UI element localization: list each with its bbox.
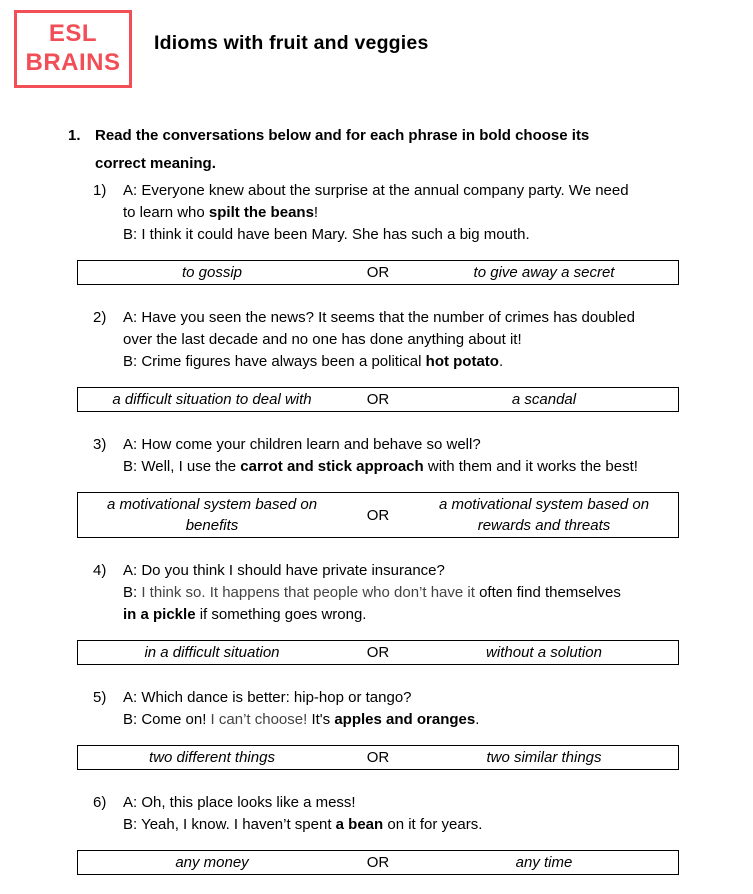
conversation-number: 2) [93,309,107,326]
answer-option-right [410,747,678,768]
answer-option-line: without a solution [486,644,602,661]
dialogue-text: It's [307,711,335,728]
dialogue-text: B: Yeah, I know. I haven’t spent [123,816,336,833]
idiom-bold-text: apples and oranges [334,711,476,728]
conversation-line [123,709,479,731]
conversation-item [93,792,713,836]
idiom-bold-text: in a pickle [123,606,196,623]
answer-option-right [410,642,678,663]
conversation-line [123,792,482,814]
answer-option-right [410,852,678,873]
answer-option-left [78,262,346,283]
answer-option-line: a motivational system based on [106,496,318,513]
or-separator: OR [366,506,390,524]
answer-option-line: to give away a secret [473,264,615,281]
answer-choice-box [77,850,679,875]
idiom-bold-text: spilt the beans [208,204,314,221]
or-separator: OR [366,854,390,871]
answer-option-line: a scandal [511,391,577,408]
dialogue-text: with them and it works the best! [423,458,638,475]
exercise-items [0,180,753,875]
or-separator: OR [366,391,390,408]
answer-option-left [78,389,346,410]
conversation-number: 4) [93,562,107,579]
page-title: Idioms with fruit and veggies [154,32,429,54]
answer-option-line: a difficult situation to deal with [112,391,312,408]
conversation-number: 5) [93,689,107,706]
answer-option-left [78,747,346,768]
answer-option-line: any time [515,854,573,871]
conversation-text [123,434,638,478]
dialogue-text: . [498,353,504,370]
idiom-bold-text: hot potato [425,353,499,370]
dialogue-text: often find themselves [474,584,621,601]
conversation-line [123,202,629,224]
exercise-instruction-text [95,122,589,178]
answer-option-right [410,262,678,283]
answer-option-line: to gossip [181,264,243,281]
dialogue-text: B: Crime figures have always been a political [123,353,426,370]
or-separator: OR [366,749,390,766]
conversation-line [123,307,635,329]
conversation-line [123,456,638,478]
answer-choice-box [77,260,679,285]
dialogue-text: I think so. It happens that people who don’t have it [141,584,475,601]
conversation-text [123,307,635,373]
conversation-number: 6) [93,794,107,811]
dialogue-text: to learn who [123,204,209,221]
conversation-line [123,329,635,351]
page-header [0,0,753,88]
answer-option-right [410,389,678,410]
idiom-bold-text: carrot and stick approach [240,458,424,475]
instruction-line: Read the conversations below and for each phrase in bold choose its [95,127,590,144]
conversation-line [123,180,629,202]
answer-option-line: in a difficult situation [144,644,280,661]
esl-brains-logo [14,10,132,88]
conversation-line [123,814,482,836]
dialogue-text: on it for years. [383,816,483,833]
dialogue-text: B: I think it could have been Mary. She has such a big mouth. [123,226,530,243]
conversation-item [93,180,713,246]
conversation-line [123,604,621,626]
conversation-line [123,687,479,709]
answer-option-left [78,494,346,536]
or-separator: OR [366,264,390,281]
answer-option-line: any money [175,854,249,871]
answer-option-right [410,494,678,536]
logo-text-line2: BRAINS [25,49,121,76]
dialogue-text: A: Do you think I should have private insurance? [123,562,445,579]
conversation-text [123,560,621,626]
dialogue-text: ! [313,204,319,221]
conversation-number: 1) [93,182,107,199]
conversation-text [123,792,482,836]
conversation-line [123,582,621,604]
answer-choice-box [77,492,679,538]
answer-choice-box [77,387,679,412]
conversation-line [123,434,638,456]
dialogue-text: I can’t choose! [210,711,308,728]
exercise-number: 1. [68,127,81,144]
dialogue-text: if something goes wrong. [195,606,367,623]
dialogue-text: A: Have you seen the news? It seems that the number of crimes has doubled [123,309,635,326]
answer-option-line: benefits [185,517,239,534]
conversation-text [123,687,479,731]
conversation-item [93,560,713,626]
exercise-instruction [68,122,693,178]
answer-choice-box [77,640,679,665]
conversation-text [123,180,629,246]
answer-option-left [78,642,346,663]
dialogue-text: A: Which dance is better: hip-hop or tango? [123,689,412,706]
dialogue-text: A: How come your children learn and behave so well? [123,436,481,453]
conversation-line [123,560,621,582]
dialogue-text: A: Oh, this place looks like a mess! [123,794,356,811]
dialogue-text: A: Everyone knew about the surprise at the annual company party. We need [123,182,629,199]
or-separator: OR [366,644,390,661]
dialogue-text: over the last decade and no one has done anything about it! [123,331,522,348]
dialogue-text: B: Well, I use the [123,458,241,475]
instruction-line: correct meaning. [95,155,216,172]
logo-text-line1: ESL [48,20,98,48]
dialogue-text: . [475,711,480,728]
answer-option-left [78,852,346,873]
conversation-number: 3) [93,436,107,453]
answer-option-line: rewards and threats [477,517,611,534]
dialogue-text: B: [123,584,142,601]
conversation-line [123,224,629,246]
conversation-line [123,351,635,373]
conversation-item [93,307,713,373]
answer-option-line: two similar things [486,749,602,766]
conversation-item [93,687,713,731]
idiom-bold-text: a bean [335,816,384,833]
answer-option-line: a motivational system based on [438,496,650,513]
answer-option-line: two different things [149,749,275,766]
conversation-item [93,434,713,478]
answer-choice-box [77,745,679,770]
dialogue-text: B: Come on! [123,711,211,728]
